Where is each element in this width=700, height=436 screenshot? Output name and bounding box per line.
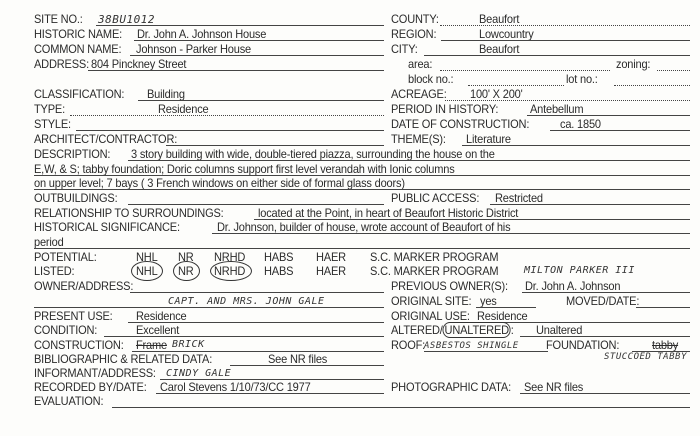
owner-address-line1: [130, 292, 384, 293]
owner-address-label: OWNER/ADDRESS:: [34, 279, 134, 293]
photographic-value: See NR files: [524, 380, 584, 394]
period-value: Antebellum: [530, 102, 584, 116]
outbuildings-line: [128, 204, 384, 205]
previous-owner-line: [522, 292, 690, 293]
original-use-value: Residence: [477, 309, 528, 323]
original-site-line: [476, 307, 536, 308]
foundation-struck: tabby: [652, 338, 679, 352]
potential-nrhd: NRHD: [214, 250, 246, 264]
style-label: STYLE:: [34, 117, 71, 131]
listed-scmp: S.C. MARKER PROGRAM: [370, 264, 499, 278]
construction-value: BRICK: [172, 339, 205, 350]
foundation-label: FOUNDATION:: [546, 338, 620, 352]
listed-haer: HAER: [316, 264, 346, 278]
significance-line2: period: [34, 235, 64, 249]
original-site-label: ORIGINAL SITE:: [391, 294, 472, 308]
classification-line: [138, 100, 384, 101]
listed-label: LISTED:: [34, 264, 75, 278]
listed-nr: NR: [178, 264, 194, 278]
altered-label: [391, 324, 514, 337]
themes-value: Literature: [466, 132, 511, 146]
period-label: PERIOD IN HISTORY:: [391, 102, 499, 116]
common-name-value: Johnson - Parker House: [136, 42, 251, 56]
present-use-value: Residence: [136, 309, 187, 323]
historic-name-line: [134, 40, 384, 41]
historic-name-label: HISTORIC NAME:: [34, 27, 123, 41]
county-label: COUNTY:: [391, 12, 439, 26]
previous-owner-label: PREVIOUS OWNER(S):: [391, 279, 508, 293]
type-label: TYPE:: [34, 102, 65, 116]
moved-date-line: [636, 307, 690, 308]
altered-value: Unaltered: [536, 323, 583, 337]
area-line: [440, 70, 610, 71]
potential-haer: HAER: [316, 250, 346, 264]
description-line2: E,W, & S; tabby foundation; Doric columns support first level verandah with Ionic columns: [34, 162, 455, 176]
description-line3: on upper level; 7 bays ( 3 French windows on either side of formal glass doors): [34, 176, 405, 190]
bibliographic-line: [230, 365, 384, 366]
evaluation-line: [112, 407, 690, 408]
zoning-line: [657, 70, 690, 71]
themes-line: [462, 145, 690, 146]
acreage-line: [445, 100, 690, 101]
potential-habs: HABS: [264, 250, 294, 264]
altered-line: [520, 336, 690, 337]
county-value: Beaufort: [479, 12, 520, 26]
potential-nhl: NHL: [136, 250, 158, 264]
date-construction-value: ca. 1850: [560, 117, 601, 131]
previous-owner-handwritten: MILTON PARKER III: [524, 265, 635, 276]
date-construction-line: [550, 130, 690, 131]
construction-struck: Frame: [136, 338, 167, 352]
construction-label: CONSTRUCTION:: [34, 338, 124, 352]
region-line: [441, 40, 690, 41]
recorded-label: RECORDED BY/DATE:: [34, 380, 147, 394]
area-label: area:: [408, 57, 433, 71]
original-site-value: yes: [480, 294, 497, 308]
listed-habs: HABS: [264, 264, 294, 278]
owner-address-value: CAPT. AND MRS. JOHN GALE: [168, 296, 325, 307]
description-line1: 3 story building with wide, double-tiered piazza, surrounding the house on the: [131, 147, 495, 161]
altered-label-a: ALTERED/: [391, 323, 443, 337]
public-access-label: PUBLIC ACCESS:: [391, 191, 480, 205]
architect-label: ARCHITECT/CONTRACTOR:: [34, 132, 178, 146]
architect-line: [166, 145, 384, 146]
relationship-value: located at the Point, in heart of Beaufort Historic District: [258, 206, 519, 220]
altered-label-colon: :: [510, 323, 514, 337]
owner-address-line2: [34, 307, 384, 308]
informant-label: INFORMANT/ADDRESS:: [34, 366, 156, 380]
site-no-label: SITE NO.:: [34, 12, 83, 26]
photographic-line: [520, 393, 690, 394]
nr-circle-mark: [173, 261, 200, 281]
listed-nrhd: NRHD: [214, 264, 246, 278]
roof-line: [424, 351, 548, 352]
bibliographic-value: See NR files: [268, 352, 328, 366]
block-line: [468, 85, 564, 86]
recorded-line: [156, 393, 384, 394]
significance-rule2: [34, 248, 690, 249]
roof-label: ROOF:: [391, 338, 426, 352]
roof-value: ASBESTOS SHINGLE: [424, 341, 519, 351]
informant-value: CINDY GALE: [166, 368, 232, 379]
present-use-label: PRESENT USE:: [34, 309, 113, 323]
potential-nr: NR: [178, 250, 194, 264]
relationship-label: RELATIONSHIP TO SURROUNDINGS:: [34, 206, 224, 220]
lot-label: lot no.:: [566, 72, 598, 86]
significance-line1: Dr. Johnson, builder of house, wrote account of Beaufort of his: [217, 220, 511, 234]
type-line: [70, 115, 384, 116]
acreage-value: 100' X 200': [470, 87, 523, 101]
region-value: Lowcountry: [479, 27, 534, 41]
evaluation-label: EVALUATION:: [34, 394, 104, 408]
lot-line: [614, 85, 690, 86]
city-label: CITY:: [391, 42, 418, 56]
original-use-label: ORIGINAL USE:: [391, 309, 470, 323]
city-line: [424, 55, 690, 56]
potential-scmp: S.C. MARKER PROGRAM: [370, 250, 499, 264]
address-value: 804 Pinckney Street: [91, 57, 187, 71]
unaltered-label: UNALTERED: [444, 323, 509, 337]
date-construction-label: DATE OF CONSTRUCTION:: [391, 117, 530, 131]
recorded-value: Carol Stevens 1/10/73/CC 1977: [160, 380, 311, 394]
block-label: block no.:: [408, 72, 454, 86]
previous-owner-value: Dr. John A. Johnson: [525, 279, 621, 293]
photographic-label: PHOTOGRAPHIC DATA:: [391, 380, 511, 394]
condition-label: CONDITION:: [34, 323, 98, 337]
significance-label: HISTORICAL SIGNIFICANCE:: [34, 220, 180, 234]
bibliographic-label: BIBLIOGRAPHIC & RELATED DATA:: [34, 352, 213, 366]
acreage-label: ACREAGE:: [391, 87, 447, 101]
description-rule1: [128, 160, 690, 161]
style-line: [76, 130, 384, 131]
region-label: REGION:: [391, 27, 437, 41]
potential-label: POTENTIAL:: [34, 250, 97, 264]
significance-rule1: [212, 233, 690, 234]
moved-date-label: MOVED/DATE:: [566, 294, 640, 308]
common-name-line: [130, 55, 384, 56]
classification-value: Building: [147, 87, 185, 101]
condition-line: [104, 336, 384, 337]
site-no-value: 38BU1012: [98, 13, 155, 26]
address-label: ADDRESS:: [34, 57, 89, 71]
description-rule3: [34, 189, 690, 190]
nrhd-circle-mark: [210, 261, 252, 281]
common-name-label: COMMON NAME:: [34, 42, 122, 56]
description-label: DESCRIPTION:: [34, 147, 111, 161]
outbuildings-label: OUTBUILDINGS:: [34, 191, 118, 205]
zoning-label: zoning:: [616, 57, 651, 71]
period-line: [527, 115, 690, 116]
public-access-value: Restricted: [495, 191, 543, 205]
foundation-value: STUCCOED TABBY: [604, 352, 687, 362]
type-value: Residence: [158, 102, 209, 116]
nhl-circle-mark: [131, 261, 163, 281]
listed-nhl: NHL: [136, 264, 158, 278]
historic-name-value: Dr. John A. Johnson House: [137, 27, 267, 41]
themes-label: THEME(S):: [391, 132, 446, 146]
condition-value: Excellent: [136, 323, 180, 337]
public-access-line: [490, 204, 690, 205]
classification-label: CLASSIFICATION:: [34, 87, 125, 101]
county-line: [440, 25, 690, 26]
address-line: [88, 70, 384, 71]
site-no-line: [96, 25, 384, 26]
city-value: Beaufort: [479, 42, 520, 56]
